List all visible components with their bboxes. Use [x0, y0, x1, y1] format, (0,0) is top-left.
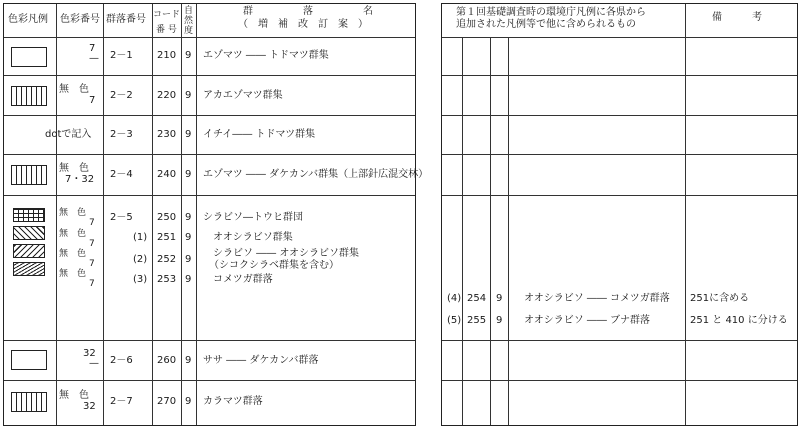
- header-nature-2: 然: [184, 16, 194, 26]
- legend-swatch-diagonal-reverse: [13, 244, 45, 258]
- community-name: オオシラビソ群集: [213, 232, 293, 243]
- sub-label: (4): [447, 293, 462, 304]
- header-community-name-sub: （ 増 補 改 訂 案 ）: [238, 19, 368, 30]
- community-name: カラマツ群落: [203, 396, 263, 407]
- color-number: 7: [89, 43, 96, 54]
- legend-swatch-vertical-stripes: [11, 165, 47, 185]
- header-code-no: 番 号: [156, 25, 177, 35]
- color-number: 無 色: [59, 249, 87, 259]
- color-number: 32: [83, 348, 96, 359]
- nature-degree: 9: [185, 232, 192, 243]
- nature-degree: 9: [185, 396, 192, 407]
- legend-swatch-fine-diagonal: [13, 262, 45, 276]
- nature-degree: 9: [496, 315, 503, 326]
- color-number: 無 色: [59, 84, 89, 95]
- color-number: 無 色: [59, 229, 87, 239]
- group-number: 2－6: [110, 355, 133, 366]
- legend-swatch-plain: [11, 47, 47, 67]
- legend-swatch-vertical-stripes: [11, 86, 47, 106]
- code-number: 240: [157, 169, 177, 180]
- color-number-sub: 7: [89, 279, 95, 289]
- legend-swatch-vertical-stripes: [11, 392, 47, 412]
- community-name: ササ ―― ダケカンバ群落: [203, 355, 319, 366]
- color-number: 無 色: [59, 269, 87, 279]
- remark: 251に含める: [690, 293, 750, 304]
- group-number: 2－3: [110, 129, 133, 140]
- group-number: 2－2: [110, 90, 133, 101]
- header-group-number: 群落番号: [106, 14, 146, 25]
- color-number-sub: 7: [89, 95, 96, 106]
- code-number: 250: [157, 212, 177, 223]
- nature-degree: 9: [185, 129, 192, 140]
- right-header-line2: 追加された凡例等で他に含められるもの: [456, 19, 636, 30]
- sub-label: (2): [133, 254, 148, 265]
- community-name: アカエゾマツ群集: [203, 90, 283, 101]
- header-code: コード: [153, 10, 181, 20]
- group-number: 2－7: [110, 396, 133, 407]
- community-name: エゾマツ ―― トドマツ群集: [203, 50, 329, 61]
- group-number: 2－4: [110, 169, 133, 180]
- code-number: 253: [157, 274, 177, 285]
- remark: 251 と 410 に分ける: [690, 315, 788, 326]
- nature-degree: 9: [185, 90, 192, 101]
- legend-swatch-grid: [13, 208, 45, 222]
- community-name: オオシラビソ ―― コメツガ群落: [524, 293, 670, 304]
- color-number: 無 色: [59, 390, 89, 401]
- community-name: オオシラビソ ―― ブナ群落: [524, 315, 651, 326]
- sub-label: (3): [133, 274, 148, 285]
- community-name: イチイ―― トドマツ群集: [203, 129, 316, 140]
- community-name-note: （シコクシラベ群集を含む）: [209, 260, 339, 271]
- nature-degree: 9: [185, 254, 192, 265]
- color-number-sub: 7: [89, 259, 95, 269]
- color-number-sub: 7: [89, 239, 95, 249]
- sub-label: (5): [447, 315, 462, 326]
- code-number: 210: [157, 50, 177, 61]
- color-number-sub: 32: [83, 401, 96, 412]
- nature-degree: 9: [185, 212, 192, 223]
- code-number: 220: [157, 90, 177, 101]
- code-number: 270: [157, 396, 177, 407]
- nature-degree: 9: [185, 274, 192, 285]
- community-name: シラビソ ―― オオシラビソ群集: [213, 248, 360, 259]
- color-number: 無 色: [59, 163, 89, 174]
- color-number: 無 色: [59, 208, 87, 218]
- group-number: 2－5: [110, 212, 133, 223]
- community-name: コメツガ群落: [213, 274, 273, 285]
- color-number-sub: 7・32: [65, 174, 95, 185]
- code-number: 254: [467, 293, 487, 304]
- code-number: 260: [157, 355, 177, 366]
- code-number: 252: [157, 254, 177, 265]
- nature-degree: 9: [496, 293, 503, 304]
- header-nature-3: 度: [184, 26, 194, 36]
- legend-swatch-diagonal: [13, 226, 45, 240]
- nature-degree: 9: [185, 50, 192, 61]
- right-table: [441, 3, 798, 426]
- color-number-dot: dotで記入: [45, 129, 92, 140]
- header-color-legend: 色彩凡例: [8, 14, 48, 25]
- sub-label: (1): [133, 232, 148, 243]
- community-name: シラビソ―トウヒ群団: [203, 212, 303, 223]
- remarks-header: 備 考: [712, 12, 762, 23]
- color-number-sub: 7: [89, 218, 95, 228]
- community-name: エゾマツ ―― ダケカンバ群集（上部針広混交林）: [203, 169, 429, 180]
- code-number: 251: [157, 232, 177, 243]
- color-number-sub: —: [89, 358, 99, 369]
- code-number: 230: [157, 129, 177, 140]
- nature-degree: 9: [185, 355, 192, 366]
- nature-degree: 9: [185, 169, 192, 180]
- legend-swatch-plain: [11, 350, 47, 370]
- header-community-name: 群 落 名: [243, 6, 373, 17]
- header-nature-1: 自: [184, 6, 194, 16]
- header-color-number: 色彩番号: [60, 14, 100, 25]
- right-header-line1: 第１回基礎調査時の環境庁凡例に各県から: [456, 7, 646, 18]
- code-number: 255: [467, 315, 487, 326]
- group-number: 2－1: [110, 50, 133, 61]
- color-number-sub: —: [89, 53, 99, 64]
